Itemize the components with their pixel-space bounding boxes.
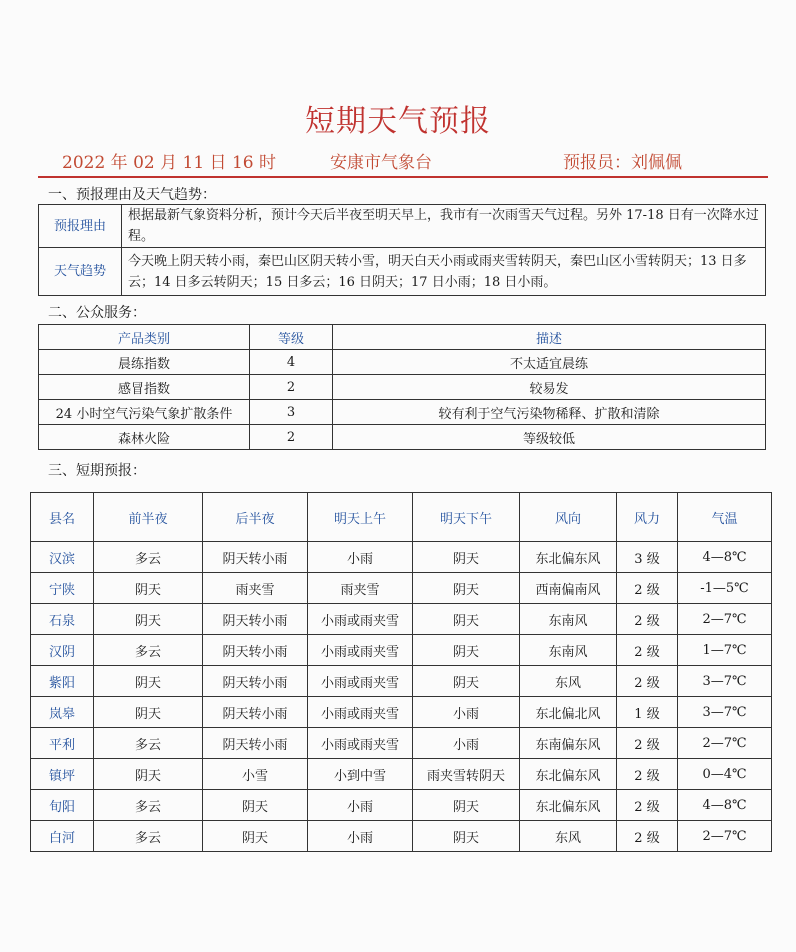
table-cell: 2—7℃	[678, 604, 772, 635]
county-name: 宁陕	[31, 573, 94, 604]
table-cell: 小雨或雨夹雪	[308, 728, 413, 759]
header-cell: 县名	[31, 493, 94, 542]
table-cell: 阴天	[413, 821, 520, 852]
table-cell: 雨夹雪转阴天	[413, 759, 520, 790]
table-cell: 2 级	[617, 573, 678, 604]
county-name: 汉阴	[31, 635, 94, 666]
table-cell: 2—7℃	[678, 821, 772, 852]
header-cell: 风向	[520, 493, 617, 542]
section-heading-short-forecast: 三、短期预报：	[48, 463, 146, 479]
table-cell: 东北偏北风	[520, 697, 617, 728]
table-cell: 阴天	[413, 790, 520, 821]
table-cell: 小雨或雨夹雪	[308, 604, 413, 635]
header-cell: 明天上午	[308, 493, 413, 542]
section-heading-reasoning: 一、预报理由及天气趋势：	[48, 187, 216, 203]
public-service-table	[38, 324, 766, 450]
table-row	[31, 728, 772, 759]
table-row	[31, 604, 772, 635]
table-cell: 1 级	[617, 697, 678, 728]
table-row	[39, 248, 766, 296]
issue-time: 2022 年 02 月 11 日 16 时	[62, 153, 276, 173]
table-cell: 东风	[520, 666, 617, 697]
county-name: 岚皋	[31, 697, 94, 728]
table-cell: 阴天	[413, 635, 520, 666]
table-row	[31, 697, 772, 728]
forecast-table	[30, 492, 772, 852]
table-cell: 阴天转小雨	[203, 728, 308, 759]
table-cell: 阴天转小雨	[203, 542, 308, 573]
header-cell: 后半夜	[203, 493, 308, 542]
table-cell: 森林火险	[39, 425, 250, 450]
table-cell: 多云	[94, 790, 203, 821]
header-cell: 明天下午	[413, 493, 520, 542]
table-row	[39, 400, 766, 425]
table-cell: 4—8℃	[678, 790, 772, 821]
header-cell: 气温	[678, 493, 772, 542]
table-cell: 2 级	[617, 666, 678, 697]
header-cell: 前半夜	[94, 493, 203, 542]
table-cell: 2	[250, 425, 333, 450]
reasoning-table	[38, 204, 766, 296]
table-row	[39, 375, 766, 400]
table-cell: 不太适宜晨练	[333, 350, 766, 375]
table-cell: 东北偏东风	[520, 790, 617, 821]
table-cell: 小雨或雨夹雪	[308, 666, 413, 697]
table-cell: 阴天	[203, 821, 308, 852]
agency: 安康市气象台	[330, 153, 432, 173]
table-cell: 东风	[520, 821, 617, 852]
table-cell: 2 级	[617, 790, 678, 821]
table-cell: 阴天转小雨	[203, 697, 308, 728]
forecaster: 预报员：刘佩佩	[563, 153, 682, 173]
row-text: 根据最新气象资料分析，预计今天后半夜至明天早上，我市有一次雨雪天气过程。另外 17-18 日有一次降水过程。	[122, 205, 766, 248]
table-cell: 小雪	[203, 759, 308, 790]
table-cell: 2	[250, 375, 333, 400]
table-row	[31, 542, 772, 573]
header-cell: 产品类别	[39, 325, 250, 350]
table-row	[31, 790, 772, 821]
table-cell: 2 级	[617, 759, 678, 790]
table-cell: 3—7℃	[678, 697, 772, 728]
table-cell: 东南风	[520, 635, 617, 666]
table-cell: 2 级	[617, 728, 678, 759]
county-name: 汉滨	[31, 542, 94, 573]
table-cell: 4—8℃	[678, 542, 772, 573]
header-cell: 描述	[333, 325, 766, 350]
table-cell: 雨夹雪	[308, 573, 413, 604]
table-cell: 东北偏东风	[520, 542, 617, 573]
table-cell: 东北偏东风	[520, 759, 617, 790]
table-row	[39, 205, 766, 248]
table-row	[31, 666, 772, 697]
table-row	[31, 573, 772, 604]
table-cell: 阴天	[94, 573, 203, 604]
table-cell: 阴天转小雨	[203, 635, 308, 666]
table-cell: 3 级	[617, 542, 678, 573]
table-cell: 0—4℃	[678, 759, 772, 790]
table-cell: 3	[250, 400, 333, 425]
table-cell: 小雨	[308, 790, 413, 821]
row-label: 天气趋势	[39, 248, 122, 296]
section-heading-public-service: 二、公众服务：	[48, 305, 146, 321]
table-cell: 小到中雪	[308, 759, 413, 790]
page-title: 短期天气预报	[305, 104, 491, 139]
table-cell: 小雨	[413, 697, 520, 728]
table-cell: 西南偏南风	[520, 573, 617, 604]
table-cell: 东南偏东风	[520, 728, 617, 759]
table-cell: 等级较低	[333, 425, 766, 450]
table-cell: 24 小时空气污染气象扩散条件	[39, 400, 250, 425]
table-cell: 阴天	[413, 573, 520, 604]
table-header-row	[31, 493, 772, 542]
table-header-row	[39, 325, 766, 350]
table-cell: 东南风	[520, 604, 617, 635]
table-cell: 小雨或雨夹雪	[308, 697, 413, 728]
table-cell: 阴天	[203, 790, 308, 821]
table-row	[31, 635, 772, 666]
header-cell: 等级	[250, 325, 333, 350]
table-row	[39, 350, 766, 375]
county-name: 镇坪	[31, 759, 94, 790]
table-cell: 雨夹雪	[203, 573, 308, 604]
row-text: 今天晚上阴天转小雨，秦巴山区阴天转小雪，明天白天小雨或雨夹雪转阴天，秦巴山区小雪转阴天；13 日多云；14 日多云转阴天；15 日多云；16 日阴天；17 日小雨；18 日小雨。	[122, 248, 766, 296]
table-cell: 4	[250, 350, 333, 375]
table-cell: 较易发	[333, 375, 766, 400]
table-cell: 阴天	[94, 697, 203, 728]
county-name: 白河	[31, 821, 94, 852]
county-name: 紫阳	[31, 666, 94, 697]
table-cell: 2 级	[617, 635, 678, 666]
table-cell: 2 级	[617, 604, 678, 635]
county-name: 旬阳	[31, 790, 94, 821]
table-row	[39, 425, 766, 450]
header-cell: 风力	[617, 493, 678, 542]
table-cell: 多云	[94, 635, 203, 666]
table-cell: 1—7℃	[678, 635, 772, 666]
table-cell: 3—7℃	[678, 666, 772, 697]
table-cell: -1—5℃	[678, 573, 772, 604]
table-cell: 小雨或雨夹雪	[308, 635, 413, 666]
table-row	[31, 759, 772, 790]
table-cell: 多云	[94, 728, 203, 759]
table-cell: 阴天转小雨	[203, 604, 308, 635]
table-cell: 阴天	[413, 542, 520, 573]
table-cell: 感冒指数	[39, 375, 250, 400]
table-cell: 阴天	[94, 759, 203, 790]
table-cell: 多云	[94, 542, 203, 573]
table-cell: 小雨	[413, 728, 520, 759]
table-cell: 多云	[94, 821, 203, 852]
table-cell: 小雨	[308, 821, 413, 852]
table-cell: 较有利于空气污染物稀释、扩散和清除	[333, 400, 766, 425]
table-cell: 2—7℃	[678, 728, 772, 759]
table-row	[31, 821, 772, 852]
table-cell: 阴天	[94, 604, 203, 635]
header-divider	[38, 176, 768, 178]
table-cell: 阴天	[413, 666, 520, 697]
table-cell: 2 级	[617, 821, 678, 852]
county-name: 平利	[31, 728, 94, 759]
table-cell: 晨练指数	[39, 350, 250, 375]
table-cell: 阴天	[94, 666, 203, 697]
table-cell: 小雨	[308, 542, 413, 573]
row-label: 预报理由	[39, 205, 122, 248]
table-cell: 阴天转小雨	[203, 666, 308, 697]
county-name: 石泉	[31, 604, 94, 635]
table-cell: 阴天	[413, 604, 520, 635]
